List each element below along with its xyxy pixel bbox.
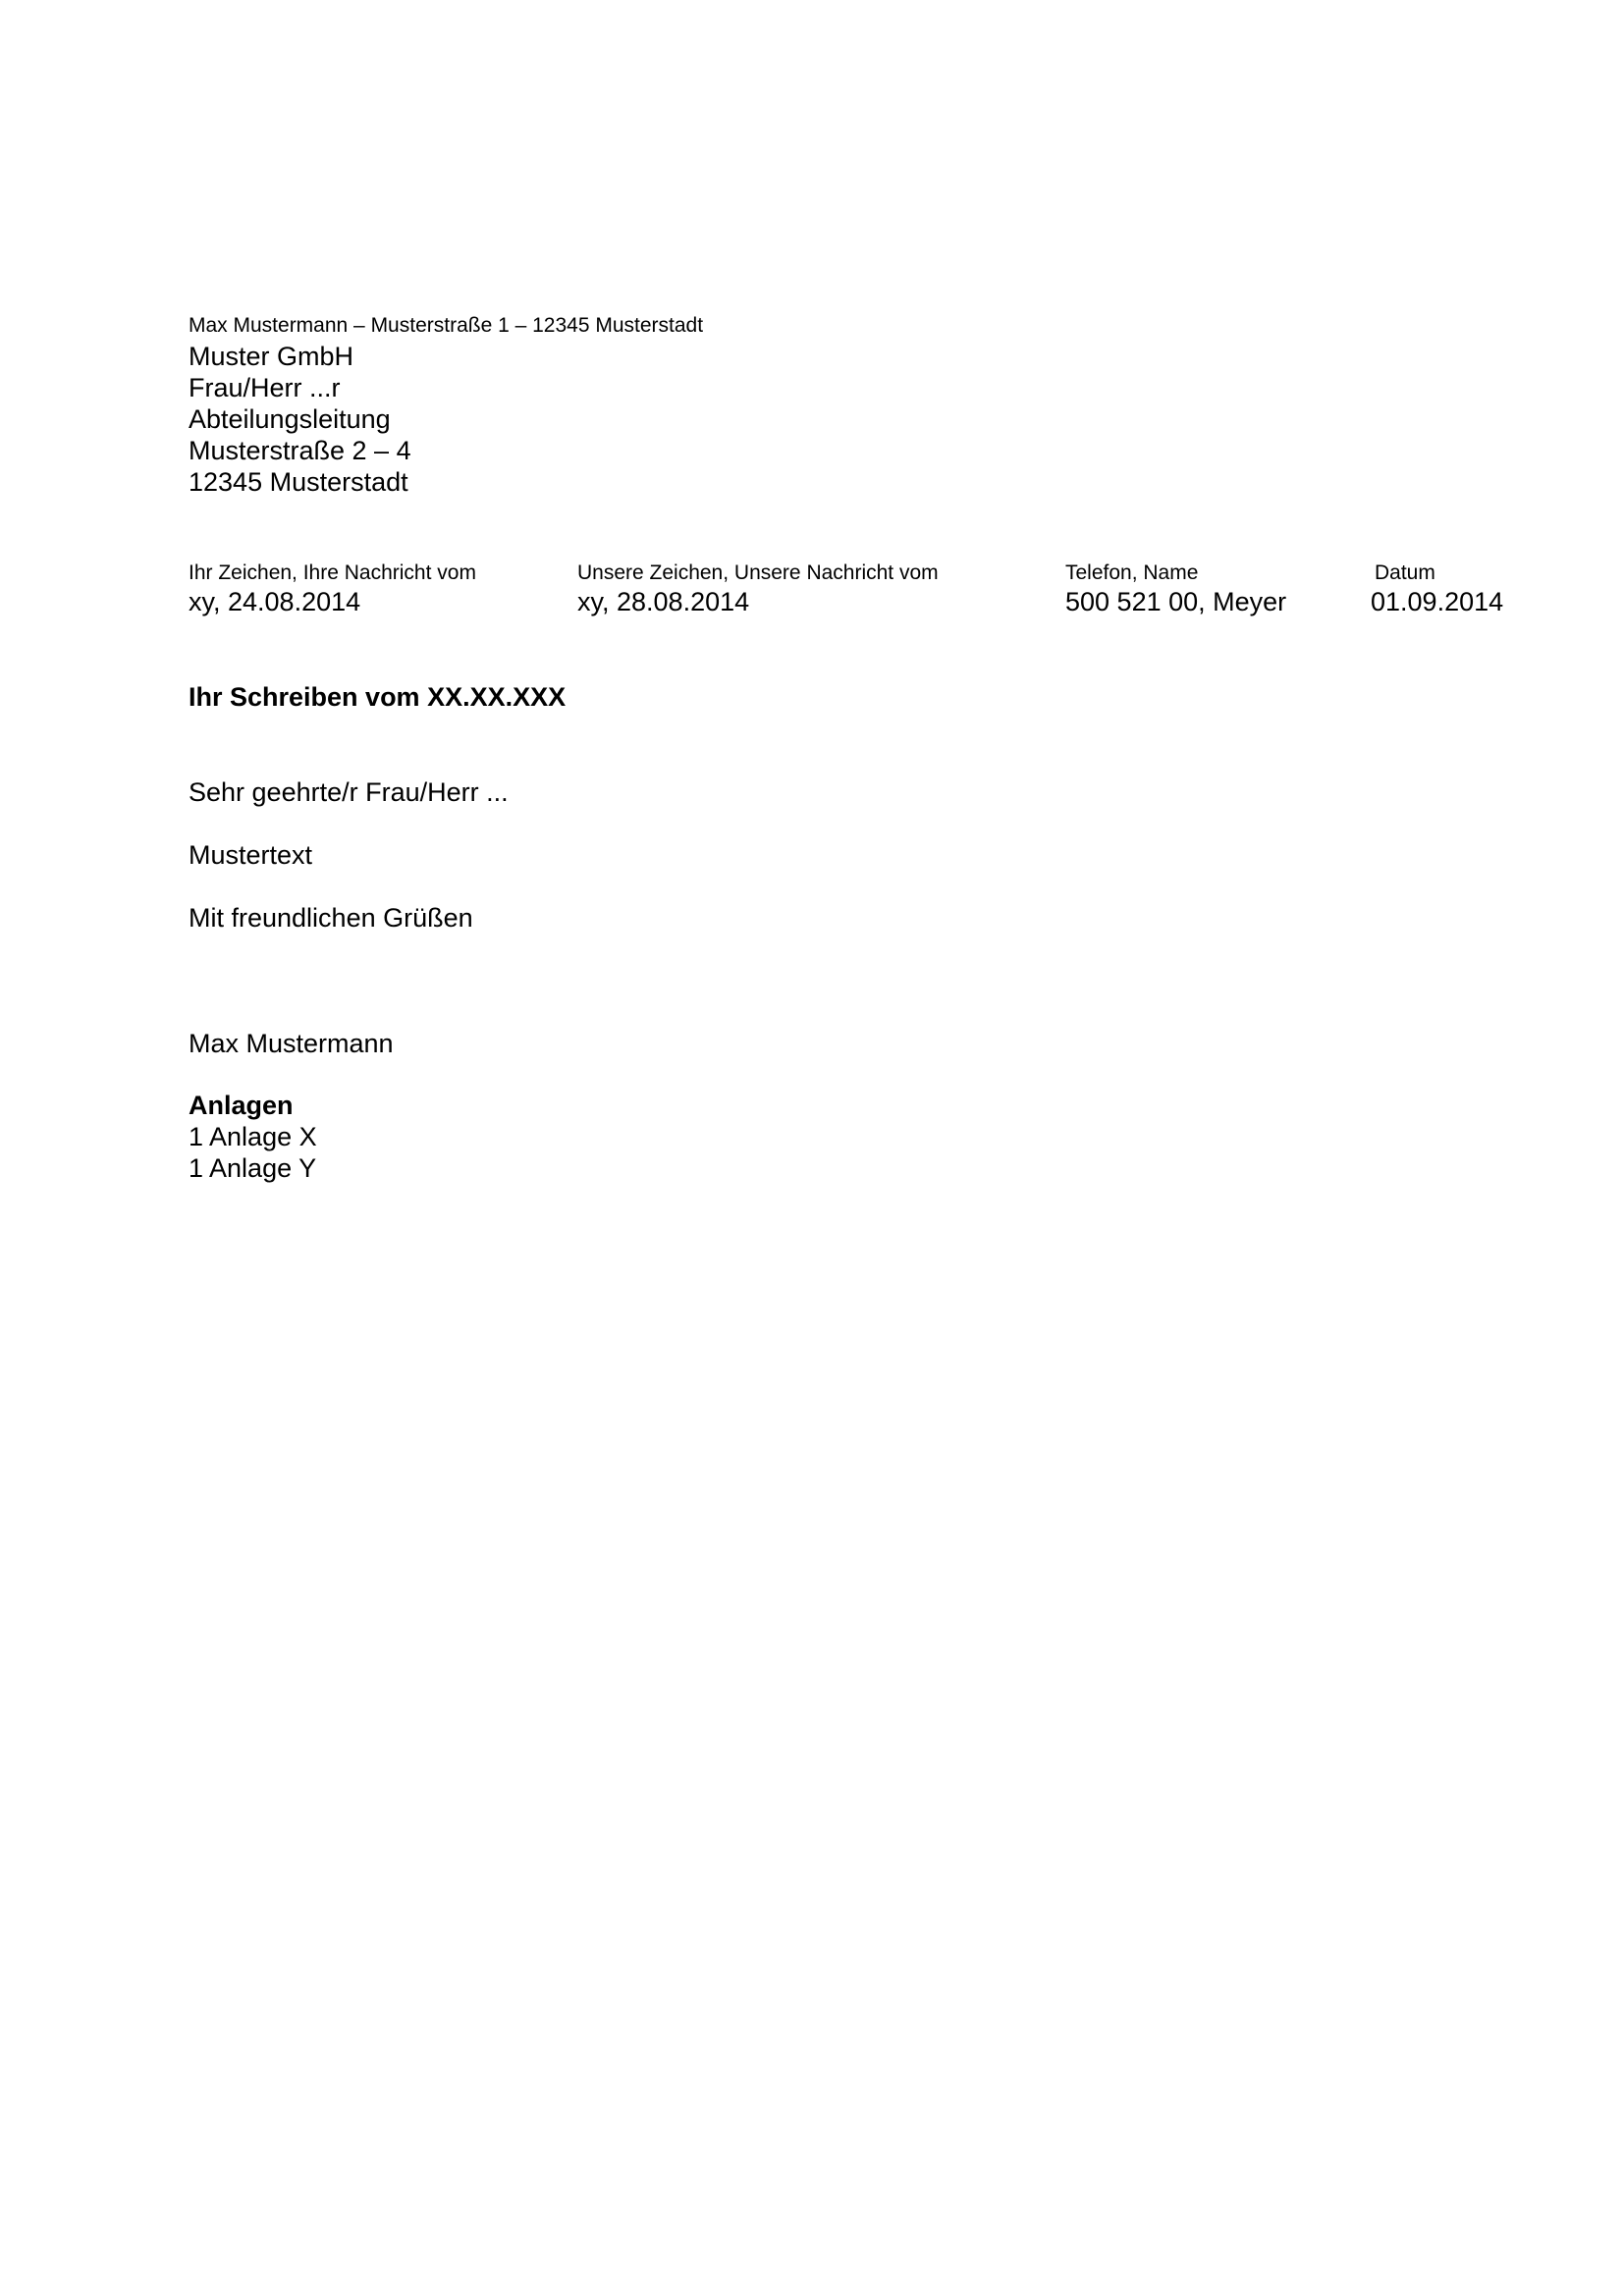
letter-signature-name: Max Mustermann — [189, 1029, 394, 1058]
letter-subject: Ihr Schreiben vom XX.XX.XXX — [189, 682, 567, 712]
letter-salutation: Sehr geehrte/r Frau/Herr ... — [189, 777, 509, 807]
reference-label-your-sign: Ihr Zeichen, Ihre Nachricht vom — [189, 561, 476, 584]
recipient-department: Abteilungsleitung — [189, 404, 391, 434]
reference-label-date: Datum — [1375, 561, 1435, 584]
reference-value-our-sign: xy, 28.08.2014 — [577, 587, 750, 616]
recipient-contact: Frau/Herr ...r — [189, 373, 341, 402]
recipient-company: Muster GmbH — [189, 342, 354, 371]
attachment-item: 1 Anlage X — [189, 1122, 317, 1151]
recipient-address-block — [189, 341, 411, 498]
reference-label-phone-name: Telefon, Name — [1065, 561, 1199, 584]
reference-value-phone-name: 500 521 00, Meyer — [1065, 587, 1287, 616]
letter-closing: Mit freundlichen Grüßen — [189, 903, 473, 933]
reference-label-our-sign: Unsere Zeichen, Unsere Nachricht vom — [577, 561, 939, 584]
reference-value-your-sign: xy, 24.08.2014 — [189, 587, 361, 616]
attachments-title: Anlagen — [189, 1091, 294, 1120]
attachment-item: 1 Anlage Y — [189, 1153, 317, 1183]
attachments-block — [189, 1090, 317, 1184]
recipient-city: 12345 Musterstadt — [189, 467, 408, 497]
reference-value-date: 01.09.2014 — [1371, 587, 1504, 616]
recipient-street: Musterstraße 2 – 4 — [189, 436, 411, 465]
sender-return-address: Max Mustermann – Musterstraße 1 – 12345 Musterstadt — [189, 314, 704, 337]
letter-body-text: Mustertext — [189, 840, 313, 870]
